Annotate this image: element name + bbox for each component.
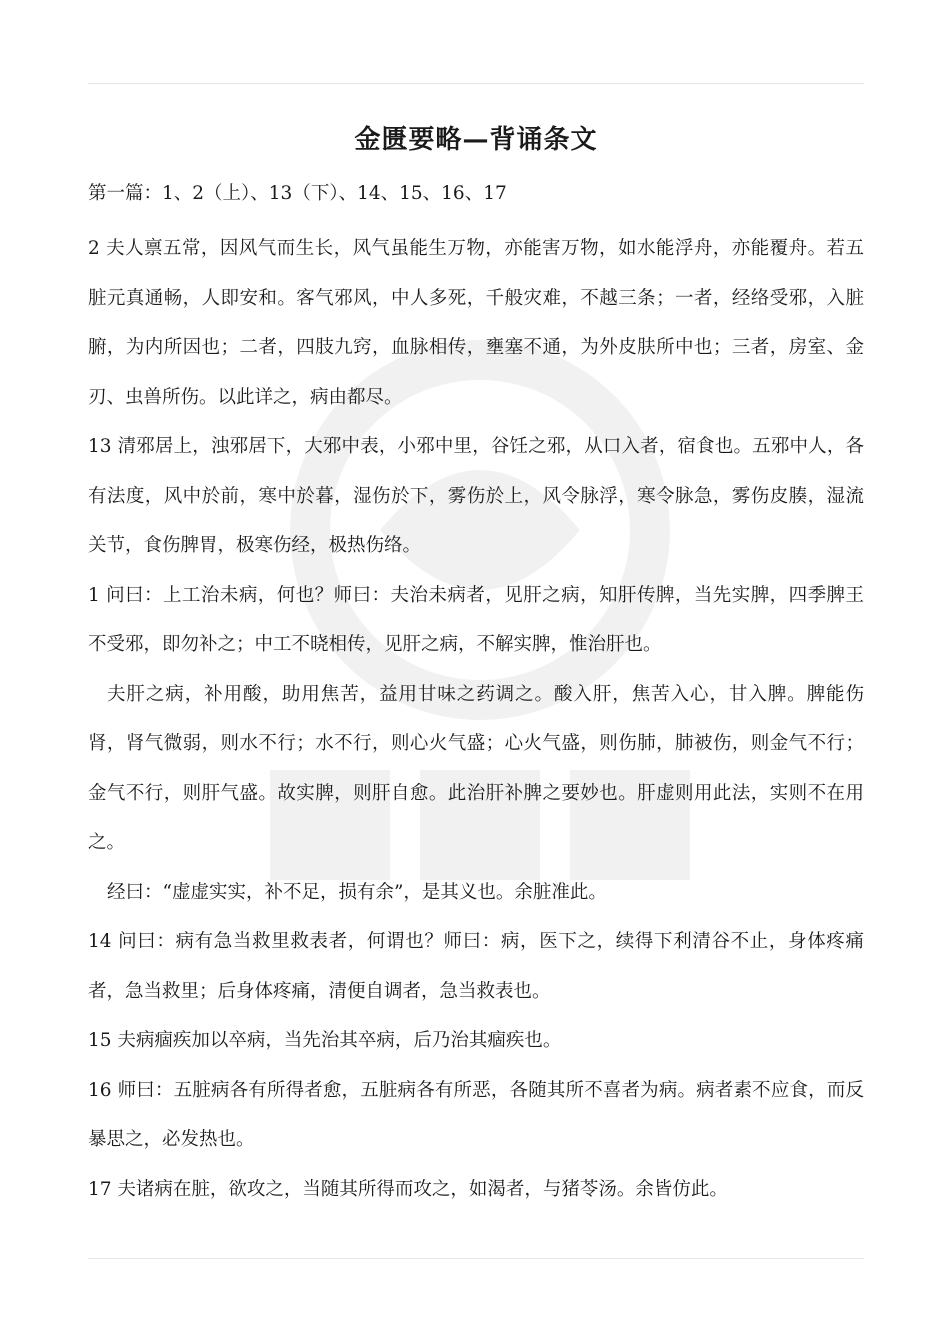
article-14: 14 问曰：病有急当救里救表者，何谓也？师曰：病，医下之，续得下利清谷不止，身体疼痛者，急当救里；后身体疼痛，清便自调者，急当救表也。 — [88, 931, 864, 1002]
article-1-continued: 夫肝之病，补用酸，助用焦苦，益用甘味之药调之。酸入肝，焦苦入心，甘入脾。脾能伤肾，肾气微弱，则水不行；水不行，则心火气盛；心火气盛，则伤肺，肺被伤，则金气不行；金气不行，则肝气盛。故实脾，则肝自愈。此治肝补脾之要妙也。肝虚则用此法，实则不在用之。 — [88, 683, 864, 853]
bottom-divider — [88, 1258, 864, 1259]
article-1: 1 问曰：上工治未病，何也？师曰：夫治未病者，见肝之病，知肝传脾，当先实脾，四季脾王不受邪，即勿补之；中工不晓相传，见肝之病，不解实脾，惟治肝也。 — [88, 584, 864, 655]
article-15: 15 夫病痼疾加以卒病，当先治其卒病，后乃治其痼疾也。 — [88, 1030, 562, 1051]
article-2: 2 夫人禀五常，因风气而生长，风气虽能生万物，亦能害万物，如水能浮舟，亦能覆舟。若五脏元真通畅，人即安和。客气邪风，中人多死，千般灾难，不越三条；一者，经络受邪，入脏腑，为内所因也；二者，四肢九窍，血脉相传，壅塞不通，为外皮肤所中也；三者，房室、金刃、虫兽所伤。以此详之，病由都尽。 — [88, 238, 864, 408]
article-16: 16 师曰：五脏病各有所得者愈，五脏病各有所恶，各随其所不喜者为病。病者素不应食，而反暴思之，必发热也。 — [88, 1079, 864, 1150]
top-divider — [88, 83, 864, 84]
page-title: 金匮要略—背诵条文 — [354, 125, 598, 155]
article-1-quote: 经曰：“虚虚实实，补不足，损有余”，是其义也。余脏准此。 — [107, 881, 607, 903]
chapter-index: 第一篇：1、2（上）、13（下）、14、15、16、17 — [88, 183, 507, 204]
article-17: 17 夫诸病在脏，欲攻之，当随其所得而攻之，如渴者，与猪苓汤。余皆仿此。 — [88, 1178, 728, 1200]
article-13: 13 清邪居上，浊邪居下，大邪中表，小邪中里，谷饪之邪，从口入者，宿食也。五邪中人，各有法度，风中於前，寒中於暮，湿伤於下，雾伤於上，风令脉浮，寒令脉急，雾伤皮腠，湿流关节，食伤脾胃，极寒伤经，极热伤络。 — [88, 436, 864, 556]
document-body — [88, 118, 864, 1214]
